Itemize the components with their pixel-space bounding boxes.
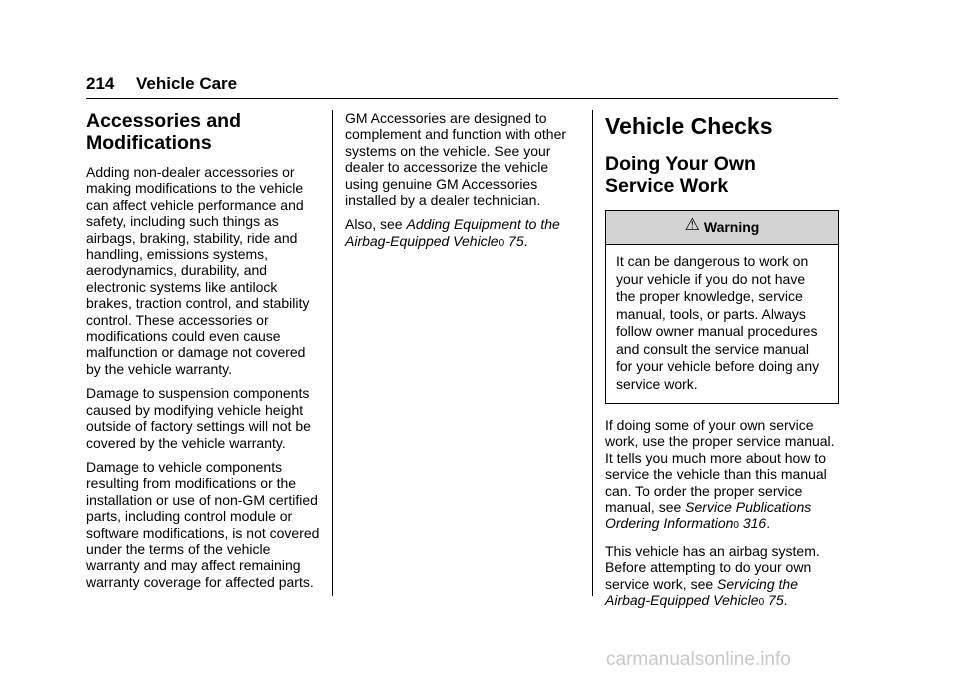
page-ref-arrow-icon: 0 bbox=[733, 520, 739, 532]
paragraph: Adding non-dealer accessories or making modifications to the vehicle can affect vehicle performance and safety, including such things as airbags, braking, stability, ride and handling, emissions systems, aerodynamics, durability, and electronic systems like antilock brakes, traction control, and stability control. These accessories or modifications could even cause malfunction or damage not covered by the vehicle warranty. bbox=[86, 164, 310, 377]
cross-reference-link[interactable]: Adding Equipment to the Airbag-Equipped Vehicle bbox=[345, 216, 560, 249]
paragraph-with-reference bbox=[345, 216, 581, 252]
column-1 bbox=[86, 110, 322, 598]
warning-text: It can be dangerous to work on your vehicle if you do not have the proper knowledge, service manual, tools, or parts. Always follow owner manual procedures and consult the service manual for your vehicle before doing any service work. bbox=[616, 253, 820, 392]
page-reference[interactable]: 75 bbox=[768, 592, 784, 609]
text: . bbox=[523, 232, 528, 249]
cross-reference-link[interactable]: Servicing the Airbag-Equipped Vehicle bbox=[605, 575, 798, 609]
heading-line-2: Modifications bbox=[86, 132, 212, 154]
page-number: 214 bbox=[86, 74, 115, 93]
page-reference[interactable]: 75 bbox=[508, 232, 524, 249]
chapter-title: Vehicle Checks bbox=[605, 113, 773, 139]
warning-header bbox=[606, 211, 838, 245]
paragraph: Damage to suspension components caused by modifying vehicle height outside of factory settings will not be covered by the vehicle warranty. bbox=[86, 385, 311, 451]
page-header bbox=[86, 68, 838, 99]
page-ref-arrow-icon: 0 bbox=[498, 237, 505, 249]
page-ref-arrow-icon: 0 bbox=[758, 597, 765, 609]
heading-line-1: Accessories and bbox=[86, 110, 242, 132]
heading-line-1: Doing Your Own bbox=[605, 153, 756, 175]
cross-reference-link[interactable]: Service Publications Ordering Information bbox=[605, 499, 812, 532]
column-divider-1 bbox=[332, 110, 333, 596]
column-2 bbox=[345, 110, 581, 260]
text: If doing some of your own service work, use the proper service manual. It tells you much more about how to service the vehicle than this manual can. To order the proper service manual, see bbox=[605, 417, 835, 516]
paragraph-with-reference bbox=[605, 543, 843, 612]
text: Also, see bbox=[345, 216, 407, 233]
paragraph-with-reference bbox=[605, 417, 843, 535]
paragraph: GM Accessories are designed to complement and function with other systems on the vehicle. See your dealer to accessorize the vehicle using genuine GM Accessories installed by a dealer technician. bbox=[345, 110, 567, 209]
heading-accessories-modifications bbox=[86, 110, 322, 154]
running-section-title: Vehicle Care bbox=[136, 74, 238, 93]
page-reference[interactable]: 316 bbox=[742, 515, 767, 532]
text: This vehicle has an airbag system. Before attempting to do your own service work, see bbox=[605, 542, 820, 592]
column-divider-2 bbox=[592, 110, 593, 596]
column-3 bbox=[605, 110, 843, 619]
heading-line-2: Service Work bbox=[605, 175, 729, 197]
warning-box bbox=[605, 210, 839, 404]
watermark: carmanualsonline.info bbox=[606, 649, 791, 670]
text: . bbox=[783, 592, 788, 609]
section-heading bbox=[605, 153, 843, 197]
warning-icon: ⚠ bbox=[684, 215, 700, 235]
text: . bbox=[766, 515, 771, 532]
paragraph: Damage to vehicle components resulting from modifications or the installation or use of non-GM certified parts, including control module or software modifications, is not covered under the terms of the vehicle warranty and may affect remaining warranty coverage for affected parts. bbox=[86, 458, 320, 590]
warning-label: Warning bbox=[703, 219, 760, 236]
